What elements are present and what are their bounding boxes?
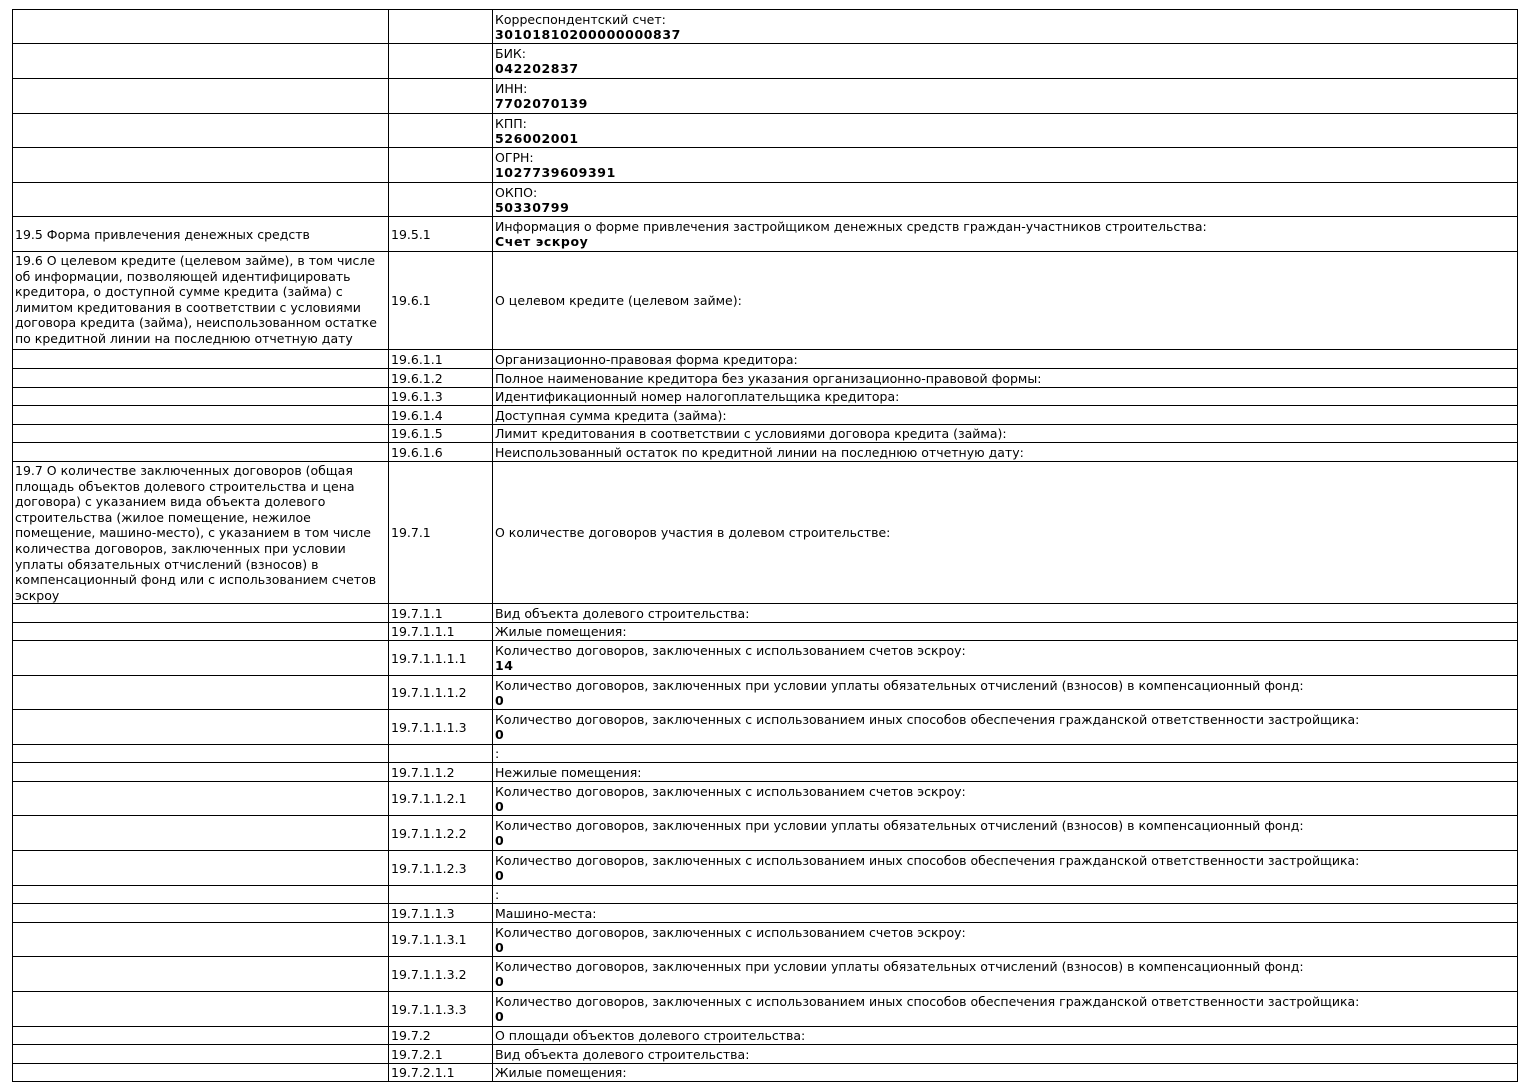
field-label: Количество договоров, заключенных с использованием иных способов обеспечения гражданской ответственности застройщика: — [495, 994, 1360, 1010]
table-row — [13, 1064, 1518, 1082]
code-cell: 19.6.1.4 — [389, 406, 493, 425]
field-value: 0 — [495, 833, 505, 849]
content-cell — [493, 79, 1518, 114]
section-cell — [13, 425, 389, 443]
section-cell: 19.6 О целевом кредите (целевом займе), в том числе об информации, позволяющей идентифицировать кредитора, о доступной сумме кредита (займа) с лимитом кредитования в соответствии с условиями договора кредита (займа), неиспользованном остатке по кредитной линии на последнюю отчетную дату — [13, 252, 389, 350]
field-label: Информация о форме привлечения застройщиком денежных средств граждан-участников строительства: — [495, 219, 1207, 234]
table-row — [13, 79, 1518, 114]
section-cell — [13, 10, 389, 44]
content-cell — [493, 148, 1518, 183]
table-row — [13, 623, 1518, 641]
field-value: 0 — [495, 974, 505, 990]
code-cell: 19.7.1.1.2 — [389, 763, 493, 782]
code-cell — [389, 745, 493, 763]
section-cell — [13, 710, 389, 745]
field-label: Количество договоров, заключенных с использованием счетов эскроу: — [495, 924, 966, 940]
table-row — [13, 782, 1518, 816]
table-row — [13, 904, 1518, 923]
content-cell — [493, 10, 1518, 44]
content-cell: Полное наименование кредитора без указания организационно-правовой формы: — [493, 369, 1518, 388]
field-label: Корреспондентский счет: — [495, 11, 666, 27]
code-cell — [389, 183, 493, 217]
section-cell — [13, 1064, 389, 1082]
field-value: 0 — [495, 727, 505, 743]
code-cell: 19.7.1.1.1.3 — [389, 710, 493, 745]
content-cell — [493, 641, 1518, 676]
section-cell — [13, 782, 389, 816]
code-cell: 19.7.1.1.3 — [389, 904, 493, 923]
field-value: 0 — [495, 798, 505, 814]
table-row — [13, 710, 1518, 745]
section-cell — [13, 369, 389, 388]
section-cell — [13, 388, 389, 406]
table-row — [13, 923, 1518, 957]
content-cell: Организационно-правовая форма кредитора: — [493, 350, 1518, 369]
table-row — [13, 388, 1518, 406]
field-value: Счет эскроу — [495, 234, 589, 249]
content-cell: О количестве договоров участия в долевом строительстве: — [493, 462, 1518, 604]
content-cell: О целевом кредите (целевом займе): — [493, 252, 1518, 350]
section-cell — [13, 923, 389, 957]
code-cell: 19.6.1.6 — [389, 443, 493, 462]
content-cell — [493, 992, 1518, 1027]
table-row — [13, 44, 1518, 79]
section-cell — [13, 816, 389, 851]
content-cell — [493, 710, 1518, 745]
table-row — [13, 183, 1518, 217]
field-value: 526002001 — [495, 130, 579, 146]
section-cell — [13, 745, 389, 763]
code-cell: 19.7.1.1 — [389, 604, 493, 623]
code-cell: 19.7.1.1.3.2 — [389, 957, 493, 992]
section-cell — [13, 183, 389, 217]
content-cell — [493, 957, 1518, 992]
field-label: Количество договоров, заключенных при условии уплаты обязательных отчислений (взносов) в компенсационный фонд: — [495, 677, 1304, 693]
content-cell: Жилые помещения: — [493, 623, 1518, 641]
code-cell: 19.6.1 — [389, 252, 493, 350]
content-cell — [493, 44, 1518, 79]
content-cell — [493, 114, 1518, 148]
code-cell: 19.7.1.1.2.3 — [389, 851, 493, 886]
field-label: Количество договоров, заключенных с использованием счетов эскроу: — [495, 643, 966, 659]
section-cell — [13, 886, 389, 904]
content-cell: Идентификационный номер налогоплательщика кредитора: — [493, 388, 1518, 406]
field-value: 30101810200000000837 — [495, 26, 681, 42]
content-cell: Жилые помещения: — [493, 1064, 1518, 1082]
table-row — [13, 763, 1518, 782]
code-cell: 19.7.1.1.2.1 — [389, 782, 493, 816]
section-cell — [13, 443, 389, 462]
field-label: Количество договоров, заключенных при условии уплаты обязательных отчислений (взносов) в компенсационный фонд: — [495, 818, 1304, 834]
code-cell: 19.7.2.1.1 — [389, 1064, 493, 1082]
content-cell: Вид объекта долевого строительства: — [493, 1045, 1518, 1064]
code-cell: 19.6.1.1 — [389, 350, 493, 369]
section-cell — [13, 148, 389, 183]
table-row — [13, 745, 1518, 763]
content-cell — [493, 676, 1518, 710]
code-cell: 19.7.1.1.1 — [389, 623, 493, 641]
section-cell — [13, 763, 389, 782]
section-cell — [13, 904, 389, 923]
section-cell — [13, 992, 389, 1027]
content-cell — [493, 782, 1518, 816]
table-row — [13, 350, 1518, 369]
table-row — [13, 148, 1518, 183]
section-cell: 19.7 О количестве заключенных договоров (общая площадь объектов долевого строительства и цена договора) с указанием вида объекта долевого строительства (жилое помещение, нежилое помещение, машино-место), с указанием в том числе количества договоров, заключенных при условии уплаты обязательных отчислений (взносов) в компенсационный фонд или с использованием счетов эскроу — [13, 462, 389, 604]
table-row — [13, 369, 1518, 388]
table-row — [13, 604, 1518, 623]
section-cell — [13, 851, 389, 886]
table-row — [13, 992, 1518, 1027]
content-cell: Вид объекта долевого строительства: — [493, 604, 1518, 623]
section-cell — [13, 79, 389, 114]
field-label: КПП: — [495, 115, 527, 131]
table-row — [13, 114, 1518, 148]
code-cell: 19.7.1.1.1.2 — [389, 676, 493, 710]
table-row — [13, 425, 1518, 443]
table-row — [13, 1027, 1518, 1045]
content-cell — [493, 183, 1518, 217]
code-cell — [389, 79, 493, 114]
section-cell — [13, 623, 389, 641]
section-cell — [13, 350, 389, 369]
field-value: 14 — [495, 658, 514, 674]
section-cell — [13, 641, 389, 676]
field-value: 0 — [495, 1009, 505, 1025]
table-row — [13, 252, 1518, 350]
table-row — [13, 886, 1518, 904]
code-cell — [389, 10, 493, 44]
content-cell — [493, 217, 1518, 252]
field-value: 0 — [495, 939, 505, 955]
section-cell — [13, 604, 389, 623]
disclosure-table-sheet — [12, 9, 1517, 1082]
code-cell: 19.6.1.3 — [389, 388, 493, 406]
field-label: Количество договоров, заключенных при условии уплаты обязательных отчислений (взносов) в компенсационный фонд: — [495, 959, 1304, 975]
field-value: 0 — [495, 868, 505, 884]
code-cell: 19.7.1.1.3.1 — [389, 923, 493, 957]
section-cell: 19.5 Форма привлечения денежных средств — [13, 217, 389, 252]
content-cell: Машино-места: — [493, 904, 1518, 923]
section-cell — [13, 406, 389, 425]
code-cell: 19.7.1.1.3.3 — [389, 992, 493, 1027]
field-label: Количество договоров, заключенных с использованием иных способов обеспечения гражданской ответственности застройщика: — [495, 853, 1360, 869]
code-cell: 19.6.1.2 — [389, 369, 493, 388]
field-label: Количество договоров, заключенных с использованием иных способов обеспечения гражданской ответственности застройщика: — [495, 712, 1360, 728]
code-cell: 19.7.2.1 — [389, 1045, 493, 1064]
content-cell — [493, 851, 1518, 886]
table-row — [13, 641, 1518, 676]
code-cell — [389, 148, 493, 183]
disclosure-table — [12, 9, 1518, 1082]
field-label: Количество договоров, заключенных с использованием счетов эскроу: — [495, 783, 966, 799]
code-cell: 19.7.1.1.2.2 — [389, 816, 493, 851]
code-cell: 19.7.2 — [389, 1027, 493, 1045]
field-label: ОГРН: — [495, 150, 534, 165]
field-label: ОКПО: — [495, 184, 538, 200]
table-row — [13, 462, 1518, 604]
field-label: ИНН: — [495, 81, 528, 96]
content-cell: Лимит кредитования в соответствии с условиями договора кредита (займа): — [493, 425, 1518, 443]
content-cell: О площади объектов долевого строительства: — [493, 1027, 1518, 1045]
code-cell: 19.6.1.5 — [389, 425, 493, 443]
content-cell: Нежилые помещения: — [493, 763, 1518, 782]
table-row — [13, 406, 1518, 425]
table-row — [13, 957, 1518, 992]
content-cell: : — [493, 745, 1518, 763]
field-value: 042202837 — [495, 61, 579, 76]
section-cell — [13, 44, 389, 79]
table-row — [13, 217, 1518, 252]
code-cell: 19.5.1 — [389, 217, 493, 252]
table-row — [13, 851, 1518, 886]
content-cell: : — [493, 886, 1518, 904]
table-row — [13, 10, 1518, 44]
field-label: БИК: — [495, 46, 527, 61]
field-value: 50330799 — [495, 199, 570, 215]
table-row — [13, 676, 1518, 710]
content-cell — [493, 816, 1518, 851]
code-cell: 19.7.1.1.1.1 — [389, 641, 493, 676]
code-cell — [389, 44, 493, 79]
table-row — [13, 443, 1518, 462]
field-value: 7702070139 — [495, 96, 588, 111]
code-cell — [389, 114, 493, 148]
field-value: 0 — [495, 692, 505, 708]
section-cell — [13, 676, 389, 710]
content-cell: Доступная сумма кредита (займа): — [493, 406, 1518, 425]
field-value: 1027739609391 — [495, 165, 616, 180]
code-cell: 19.7.1 — [389, 462, 493, 604]
code-cell — [389, 886, 493, 904]
section-cell — [13, 1045, 389, 1064]
content-cell — [493, 923, 1518, 957]
content-cell: Неиспользованный остаток по кредитной линии на последнюю отчетную дату: — [493, 443, 1518, 462]
section-cell — [13, 957, 389, 992]
table-row — [13, 816, 1518, 851]
table-row — [13, 1045, 1518, 1064]
section-cell — [13, 114, 389, 148]
section-cell — [13, 1027, 389, 1045]
